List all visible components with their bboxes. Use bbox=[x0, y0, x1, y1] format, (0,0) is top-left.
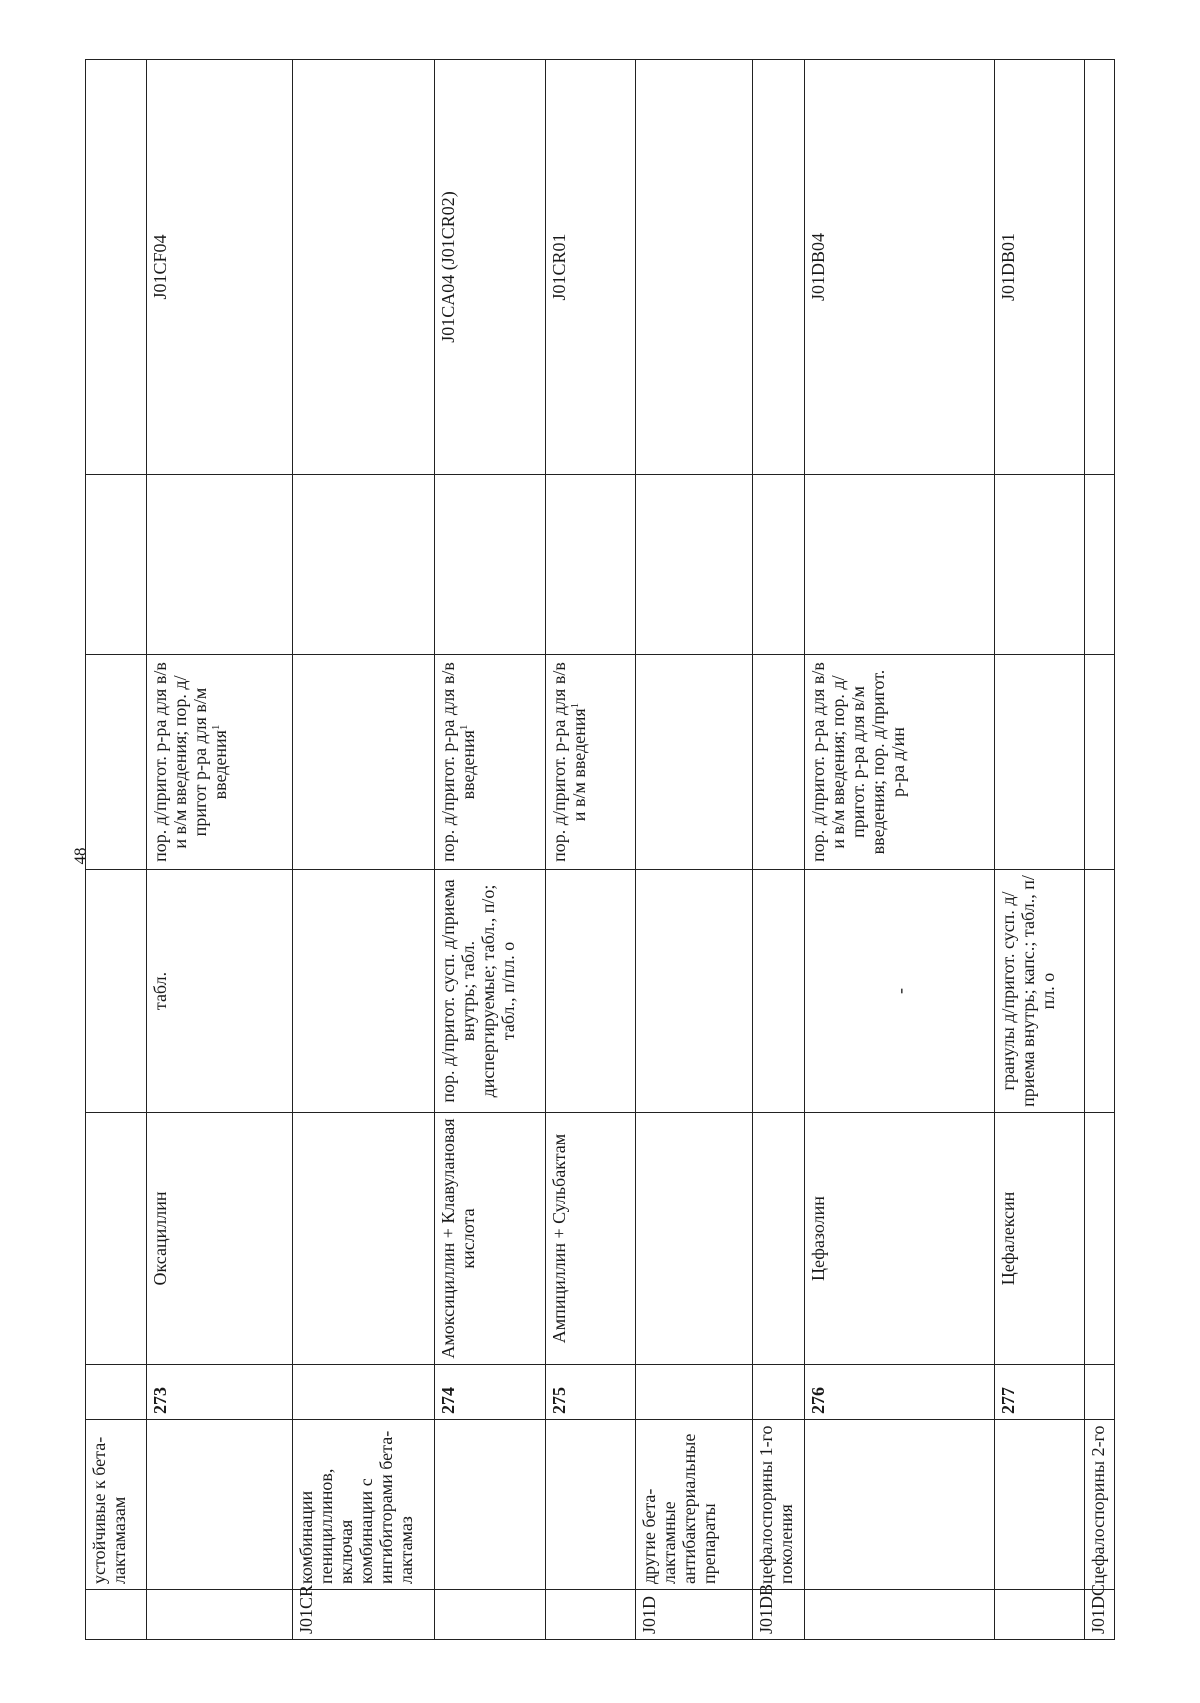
other-form-cell bbox=[635, 475, 752, 655]
inn-cell: Оксациллин bbox=[147, 1113, 292, 1365]
injection-form-text: пор. д/пригот. р-ра для в/в введения bbox=[437, 662, 478, 862]
inn-cell: Амоксициллин + Клавулановая кислота bbox=[434, 1113, 546, 1365]
atc-cell bbox=[292, 60, 434, 475]
atc-cell: J01CR01 bbox=[546, 60, 635, 475]
inn-cell: Цефазолин bbox=[805, 1113, 995, 1365]
inn-cell bbox=[752, 1113, 805, 1365]
injection-form-cell bbox=[752, 655, 805, 870]
atc-cell: J01DB04 bbox=[805, 60, 995, 475]
oral-form-cell: - bbox=[805, 870, 995, 1113]
item-number-cell bbox=[86, 1365, 147, 1420]
other-form-cell bbox=[752, 475, 805, 655]
injection-form-text: пор. д/пригот. р-ра для в/в и в/м введения; пор. д/пригот р-ра для в/м введения bbox=[150, 662, 231, 862]
inn-cell: Ампициллин + Сульбактам bbox=[546, 1113, 635, 1365]
oral-form-cell bbox=[1084, 870, 1114, 1113]
table-row bbox=[147, 60, 292, 1640]
inn-cell bbox=[292, 1113, 434, 1365]
footnote-marker: 1 bbox=[457, 724, 470, 731]
oral-form-cell: гранулы д/пригот. сусп. д/приема внутрь; капс.; табл., п/пл. о bbox=[995, 870, 1084, 1113]
atc-cell: J01CA04 (J01CR02) bbox=[434, 60, 546, 475]
table-row bbox=[86, 60, 147, 1640]
other-form-cell bbox=[805, 475, 995, 655]
atc-code-cell bbox=[546, 1590, 635, 1640]
atc-code-cell: J01D bbox=[635, 1590, 752, 1640]
atc-code-cell: J01DB bbox=[752, 1590, 805, 1640]
oral-form-cell bbox=[292, 870, 434, 1113]
other-form-cell bbox=[86, 475, 147, 655]
table-row bbox=[546, 60, 635, 1640]
item-number-cell bbox=[1084, 1365, 1114, 1420]
injection-form-text: пор. д/пригот. р-ра для в/в и в/м введения bbox=[549, 662, 590, 862]
inn-cell bbox=[86, 1113, 147, 1365]
group-name-cell: комбинации пенициллинов, включая комбинации с ингибиторами бета-лактамаз bbox=[292, 1420, 434, 1590]
inn-cell bbox=[1084, 1113, 1114, 1365]
table-row bbox=[635, 60, 752, 1640]
table-row bbox=[1084, 60, 1114, 1640]
injection-form-cell bbox=[995, 655, 1084, 870]
oral-form-cell bbox=[86, 870, 147, 1113]
oral-form-cell bbox=[635, 870, 752, 1113]
rotated-table-container bbox=[85, 60, 1115, 1640]
item-number-cell: 277 bbox=[995, 1365, 1084, 1420]
table-row bbox=[292, 60, 434, 1640]
atc-cell bbox=[1084, 60, 1114, 475]
inn-cell: Цефалексин bbox=[995, 1113, 1084, 1365]
oral-form-cell bbox=[752, 870, 805, 1113]
item-number-cell bbox=[292, 1365, 434, 1420]
table-row bbox=[434, 60, 546, 1640]
item-number-cell: 274 bbox=[434, 1365, 546, 1420]
atc-code-cell bbox=[995, 1590, 1084, 1640]
atc-code-cell bbox=[147, 1590, 292, 1640]
other-form-cell bbox=[1084, 475, 1114, 655]
footnote-marker: 1 bbox=[569, 702, 582, 709]
table-row bbox=[752, 60, 805, 1640]
group-name-cell bbox=[147, 1420, 292, 1590]
injection-form-cell bbox=[147, 655, 292, 870]
injection-form-cell bbox=[292, 655, 434, 870]
atc-cell bbox=[752, 60, 805, 475]
oral-form-cell: пор. д/пригот. сусп. д/приема внутрь; табл. диспергируемые; табл., п/о; табл., п/пл. о bbox=[434, 870, 546, 1113]
atc-cell bbox=[635, 60, 752, 475]
page-number: 48 bbox=[70, 847, 90, 865]
other-form-cell bbox=[292, 475, 434, 655]
injection-form-cell bbox=[546, 655, 635, 870]
oral-form-cell: табл. bbox=[147, 870, 292, 1113]
item-number-cell: 275 bbox=[546, 1365, 635, 1420]
group-name-cell: цефалоспорины 2-го bbox=[1084, 1420, 1114, 1590]
injection-form-cell: пор. д/пригот. р-ра для в/в и в/м введения; пор. д/пригот. р-ра для в/м введения; пор. д/пригот. р-ра д/ин bbox=[805, 655, 995, 870]
item-number-cell bbox=[752, 1365, 805, 1420]
group-name-cell bbox=[805, 1420, 995, 1590]
footnote-marker: 1 bbox=[210, 724, 223, 731]
atc-code-cell: J01CR bbox=[292, 1590, 434, 1640]
oral-form-cell bbox=[546, 870, 635, 1113]
atc-cell bbox=[86, 60, 147, 475]
table-row bbox=[805, 60, 995, 1640]
atc-cell: J01DB01 bbox=[995, 60, 1084, 475]
atc-code-cell bbox=[805, 1590, 995, 1640]
injection-form-cell bbox=[635, 655, 752, 870]
table-row bbox=[995, 60, 1084, 1640]
injection-form-cell bbox=[86, 655, 147, 870]
inn-cell bbox=[635, 1113, 752, 1365]
injection-form-cell bbox=[1084, 655, 1114, 870]
item-number-cell: 276 bbox=[805, 1365, 995, 1420]
group-name-cell bbox=[434, 1420, 546, 1590]
atc-code-cell bbox=[86, 1590, 147, 1640]
item-number-cell bbox=[635, 1365, 752, 1420]
other-form-cell bbox=[995, 475, 1084, 655]
other-form-cell bbox=[434, 475, 546, 655]
group-name-cell: цефалоспорины 1-го поколения bbox=[752, 1420, 805, 1590]
atc-code-cell bbox=[434, 1590, 546, 1640]
group-name-cell: другие бета-лактамные антибактериальные препараты bbox=[635, 1420, 752, 1590]
atc-code-cell: J01DC bbox=[1084, 1590, 1114, 1640]
group-name-cell bbox=[995, 1420, 1084, 1590]
group-name-cell: устойчивые к бета-лактамазам bbox=[86, 1420, 147, 1590]
group-name-cell bbox=[546, 1420, 635, 1590]
other-form-cell bbox=[147, 475, 292, 655]
other-form-cell bbox=[546, 475, 635, 655]
atc-cell: J01CF04 bbox=[147, 60, 292, 475]
injection-form-cell bbox=[434, 655, 546, 870]
drug-list-table bbox=[85, 59, 1115, 1640]
item-number-cell: 273 bbox=[147, 1365, 292, 1420]
